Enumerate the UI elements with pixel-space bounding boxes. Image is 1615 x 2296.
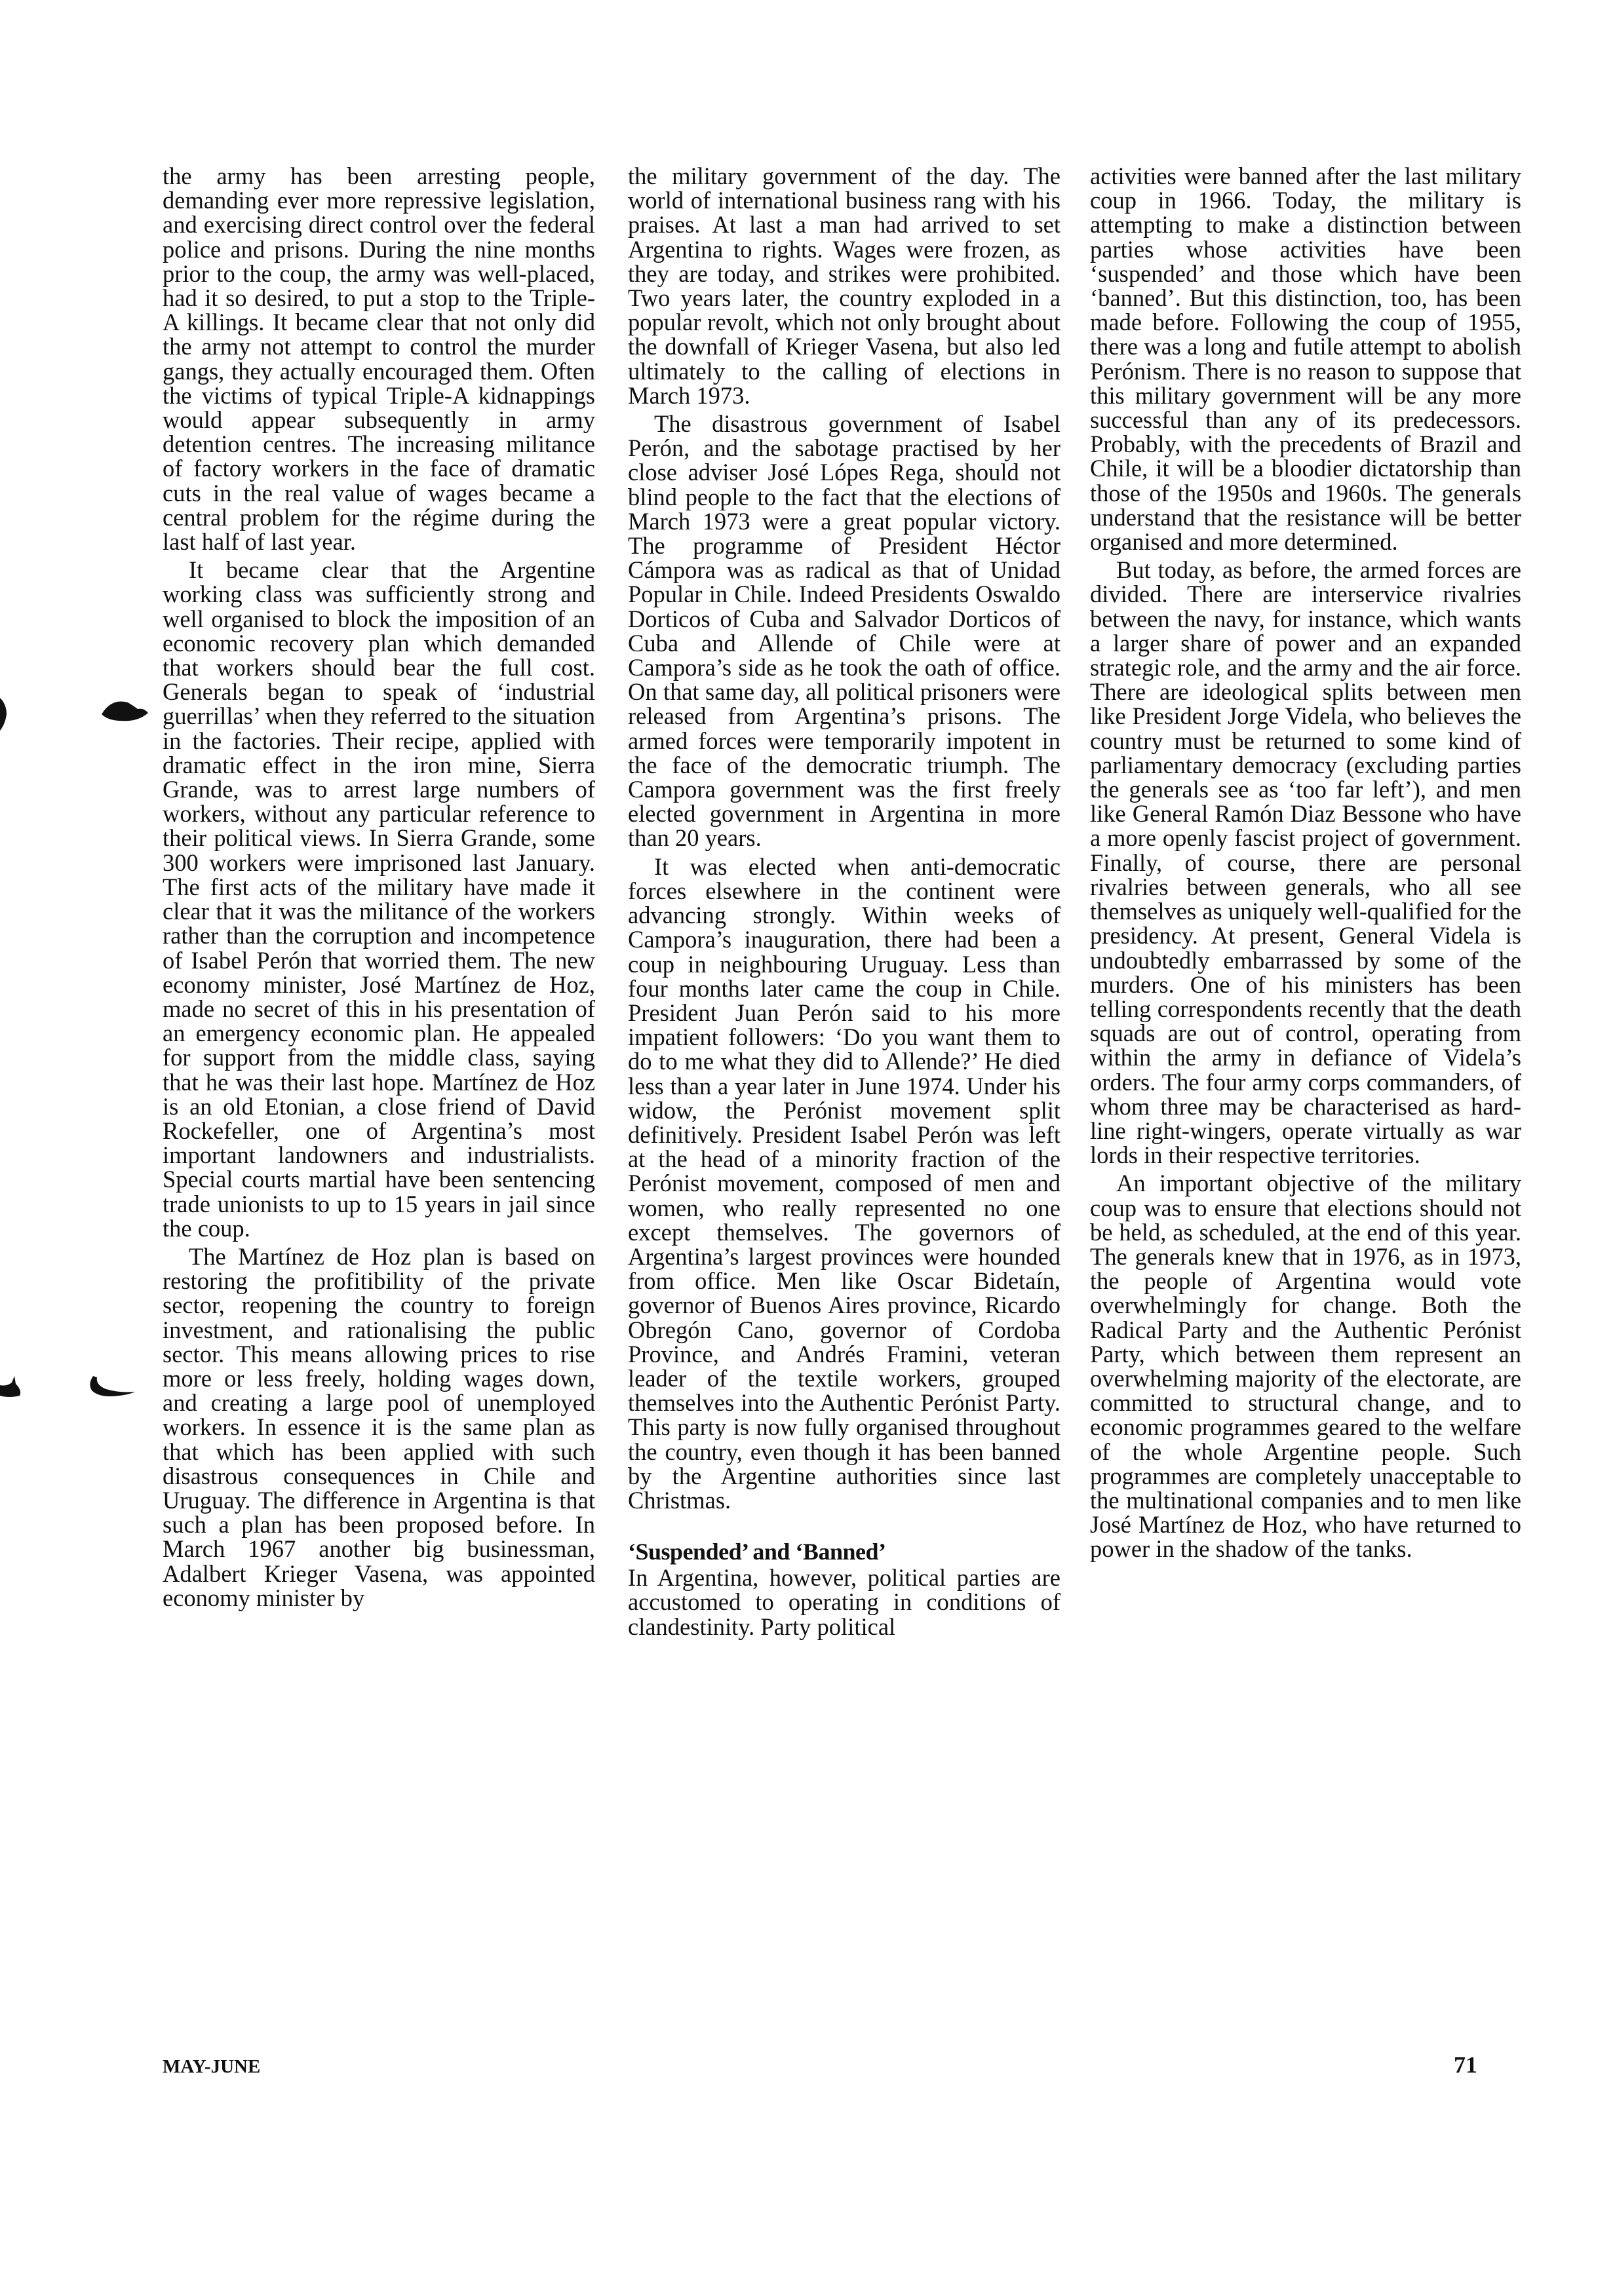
issue-label: MAY-JUNE <box>163 2056 261 2077</box>
paragraph: The Martínez de Hoz plan is based on restoring the profitibility of the private sector, reopening the country to foreign investment, and rationalising the public sector. This means allowing prices to rise more or less freely, holding wages down, and creating a large pool of unemployed workers. In essence it is the same plan as that which has been applied with such disastrous consequences in Chile and Uruguay. The difference in Argentina is that such a plan has been proposed before. In March 1967 another big businessman, Adalbert Krieger Vasena, was appointed economy minister by <box>163 1242 595 1611</box>
scan-artifact-mark <box>0 1375 24 1401</box>
scan-artifact-mark <box>0 698 9 750</box>
article-column-3 <box>1090 164 1521 1561</box>
paragraph: But today, as before, the armed forces are divided. There are interservice rivalries between the navy, for instance, which wants a larger share of power and an expanded strategic role, and the army and the air force. There are ideological splits between men like President Jorge Videla, who believes the country must be returned to some kind of parliamentary democracy (excluding parties the generals see as ‘too far left’), and men like General Ramón Diaz Bessone who have a more openly fascist project of government. Finally, of course, there are personal rivalries between generals, who all see themselves as uniquely well-qualified for the presidency. At present, General Videla is undoubtedly embarrassed by some of the murders. One of his ministers has been telling correspondents recently that the death squads are out of control, operating from within the army in defiance of Videla’s orders. The four army corps commanders, of whom three may be characterised as hard-line right-wingers, operate virtually as war lords in their respective territories. <box>1090 556 1521 1169</box>
paragraph: It became clear that the Argentine working class was sufficiently strong and well organised to block the imposition of an economic recovery plan which demanded that workers should bear the full cost. Generals began to speak of ‘industrial guerrillas’ when they referred to the situation in the factories. Their recipe, applied with dramatic effect in the iron mine, Sierra Grande, was to arrest large numbers of workers, without any particular reference to their political views. In Sierra Grande, some 300 workers were imprisoned last January. The first acts of the military have made it clear that it was the militance of the workers rather than the corruption and incompetence of Isabel Perón that worried them. The new economy minister, José Martínez de Hoz, made no secret of this in his presentation of an emergency economic plan. He appealed for support from the middle class, saying that he was their last hope. Martínez de Hoz is an old Etonian, a close friend of David Rockefeller, one of Argentina’s most important landowners and industrialists. Special courts martial have been sentencing trade unionists to up to 15 years in jail since the coup. <box>163 556 595 1242</box>
paragraph: the army has been arresting people, demanding ever more repressive legislation, and exercising direct control over the federal police and prisons. During the nine months prior to the coup, the army was well-placed, had it so desired, to put a stop to the Triple-A killings. It became clear that not only did the army not attempt to control the murder gangs, they actually encouraged them. Often the victims of typical Triple-A kidnappings would appear subsequently in army detention centres. The increasing militance of factory workers in the face of dramatic cuts in the real value of wages became a central problem for the régime during the last half of last year. <box>163 163 595 556</box>
scan-artifact-mark <box>87 1375 139 1401</box>
paragraph: the military government of the day. The world of international business rang with his praises. At last a man had arrived to set Argentina to rights. Wages were frozen, as they are today, and strikes were prohibited. Two years later, the country exploded in a popular revolt, which not only brought about the downfall of Krieger Vasena, but also led ultimately to the calling of elections in March 1973. <box>628 163 1060 409</box>
paragraph: The disastrous government of Isabel Perón, and the sabotage practised by her close adviser José Lópes Rega, should not blind people to the fact that the elections of March 1973 were a great popular victory. The programme of President Héctor Cámpora was as radical as that of Unidad Popular in Chile. Indeed Presidents Oswaldo Dorticos of Cuba and Salvador Dorticos of Cuba and Allende of Chile were at Campora’s side as he took the oath of office. On that same day, all political prisoners were released from Argentina’s prisons. The armed forces were temporarily impotent in the face of the democratic triumph. The Campora government was the first freely elected government in Argentina in more than 20 years. <box>628 410 1060 852</box>
article-column-1 <box>163 164 595 1610</box>
section-subheading: ‘Suspended’ and ‘Banned’ <box>628 1539 886 1565</box>
paragraph: activities were banned after the last military coup in 1966. Today, the military is attempting to make a distinction between parties whose activities have been ‘suspended’ and those which have been ‘banned’. But this distinction, too, has been made before. Following the coup of 1955, there was a long and futile attempt to abolish Perónism. There is no reason to suppose that this military government will be any more successful than any of its predecessors. Probably, with the precedents of Brazil and Chile, it will be a bloodier dictatorship than those of the 1950s and 1960s. The generals understand that the resistance will be better organised and more determined. <box>1090 163 1521 556</box>
article-column-2 <box>628 164 1060 1639</box>
paragraph: In Argentina, however, political parties are accustomed to operating in conditions of clandestinity. Party political <box>628 1564 1060 1640</box>
paragraph: It was elected when anti-democratic forces elsewhere in the continent were advancing strongly. Within weeks of Campora’s inauguration, there had been a coup in neighbouring Uruguay. Less than four months later came the coup in Chile. President Juan Perón said to his more impatient followers: ‘Do you want them to do to me what they did to Allende?’ He died less than a year later in June 1974. Under his widow, the Perónist movement split definitively. President Isabel Perón was left at the head of a minority fraction of the Perónist movement, composed of men and women, who really represented no one except themselves. The governors of Argentina’s largest provinces were hounded from office. Men like Oscar Bidetaín, governor of Buenos Aires province, Ricardo Obregón Cano, governor of Cordoba Province, and Andrés Framini, veteran leader of the textile workers, grouped themselves into the Authentic Perónist Party. This party is now fully organised throughout the country, even though it has been banned by the Argentine authorities since last Christmas. <box>628 852 1060 1514</box>
paragraph: An important objective of the military coup was to ensure that elections should not be held, as scheduled, at the end of this year. The generals knew that in 1976, as in 1973, the people of Argentina would vote overwhelmingly for change. Both the Radical Party and the Authentic Perónist Party, which between them represent an overwhelming majority of the electorate, are committed to structural change, and to economic programmes geared to the welfare of the whole Argentine people. Such programmes are completely unacceptable to the multinational companies and to men like José Martínez de Hoz, who have returned to power in the shadow of the tanks. <box>1090 1170 1521 1563</box>
page-number: 71 <box>1454 2052 1477 2078</box>
scan-artifact-mark <box>98 695 151 727</box>
